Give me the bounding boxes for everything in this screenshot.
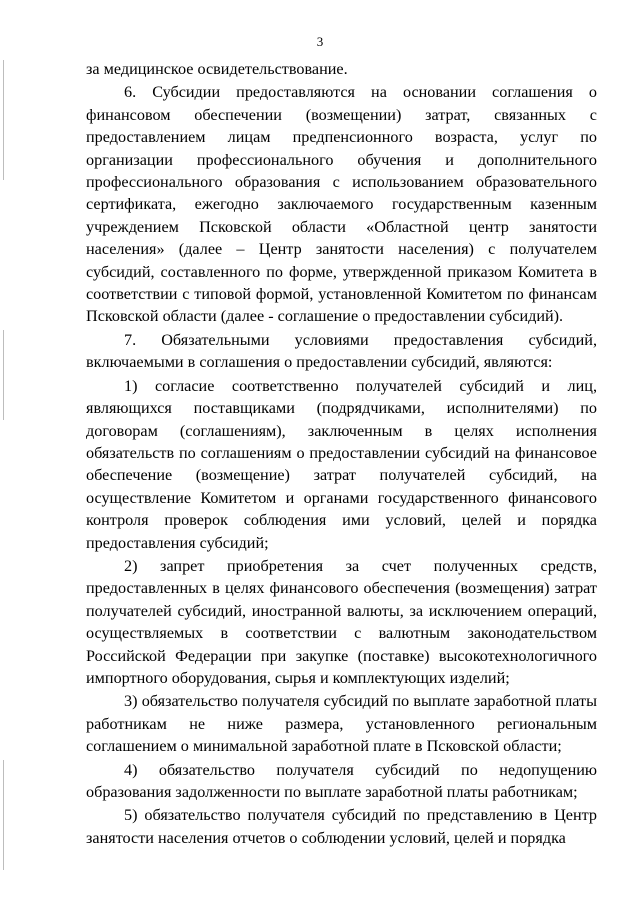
scan-edge-mark xyxy=(3,60,4,180)
paragraph-continuation: за медицинское освидетельствование. xyxy=(86,60,348,78)
document-body xyxy=(86,58,597,849)
subitem-5: 5) обязательство получателя субсидий по представлению в Центр занятости населения отчетов о соблюдении условий, целей и порядка xyxy=(86,806,597,847)
subitem-3: 3) обязательство получателя субсидий по выплате заработной платы работникам не ниже размера, установленного региональным соглашением о минимальной заработной плате в Псковской области; xyxy=(86,692,597,756)
scan-edge-mark xyxy=(3,760,4,870)
subitem-1: 1) согласие соответственно получателей субсидий и лиц, являющихся поставщиками (подрядчиками, исполнителями) по договорам (соглашениям), заключенным в целях исполнения обязательств по соглашениям о предоставлении субсидий на финансовое обеспечение (возмещение) затрат получателей субсидий, на осуществление Комитетом и органами государственного финансового контроля проверок соблюдения ими условий, целей и порядка предоставления субсидий; xyxy=(86,376,597,552)
paragraph-item-6: 6. Субсидии предоставляются на основании соглашения о финансовом обеспечении (возмещении) затрат, связанных с предоставлением лицам предпенсионного возраста, услуг по организации профессионального обучения и дополнительного профессионального образования с использованием образовательного сертификата, ежегодно заключаемого государственным казенным учреждением Псковской области «Областной центр занятости населения» (далее – Центр занятости населения) с получателем субсидий, составленного по форме, утвержденной приказом Комитета в соответствии с типовой формой, установленной Комитетом по финансам Псковской области (далее - соглашение о предоставлении субсидий). xyxy=(86,83,597,326)
page-number: 3 xyxy=(316,34,324,49)
paragraph-item-7: 7. Обязательными условиями предоставления субсидий, включаемыми в соглашения о предоставлении субсидий, являются: xyxy=(86,330,597,372)
subitem-4: 4) обязательство получателя субсидий по недопущению образования задолженности по выплате заработной платы работникам; xyxy=(86,760,597,801)
subitem-2: 2) запрет приобретения за счет полученных средств, предоставленных в целях финансового обеспечения (возмещения) затрат получателей субсидий, иностранной валюты, за исключением операций, осуществляемых в соответствии с валютным законодательством Российской Федерации при закупке (поставке) высокотехнологичного импортного оборудования, сырья и комплектующих изделий; xyxy=(86,556,597,687)
scan-edge-mark xyxy=(3,330,4,420)
